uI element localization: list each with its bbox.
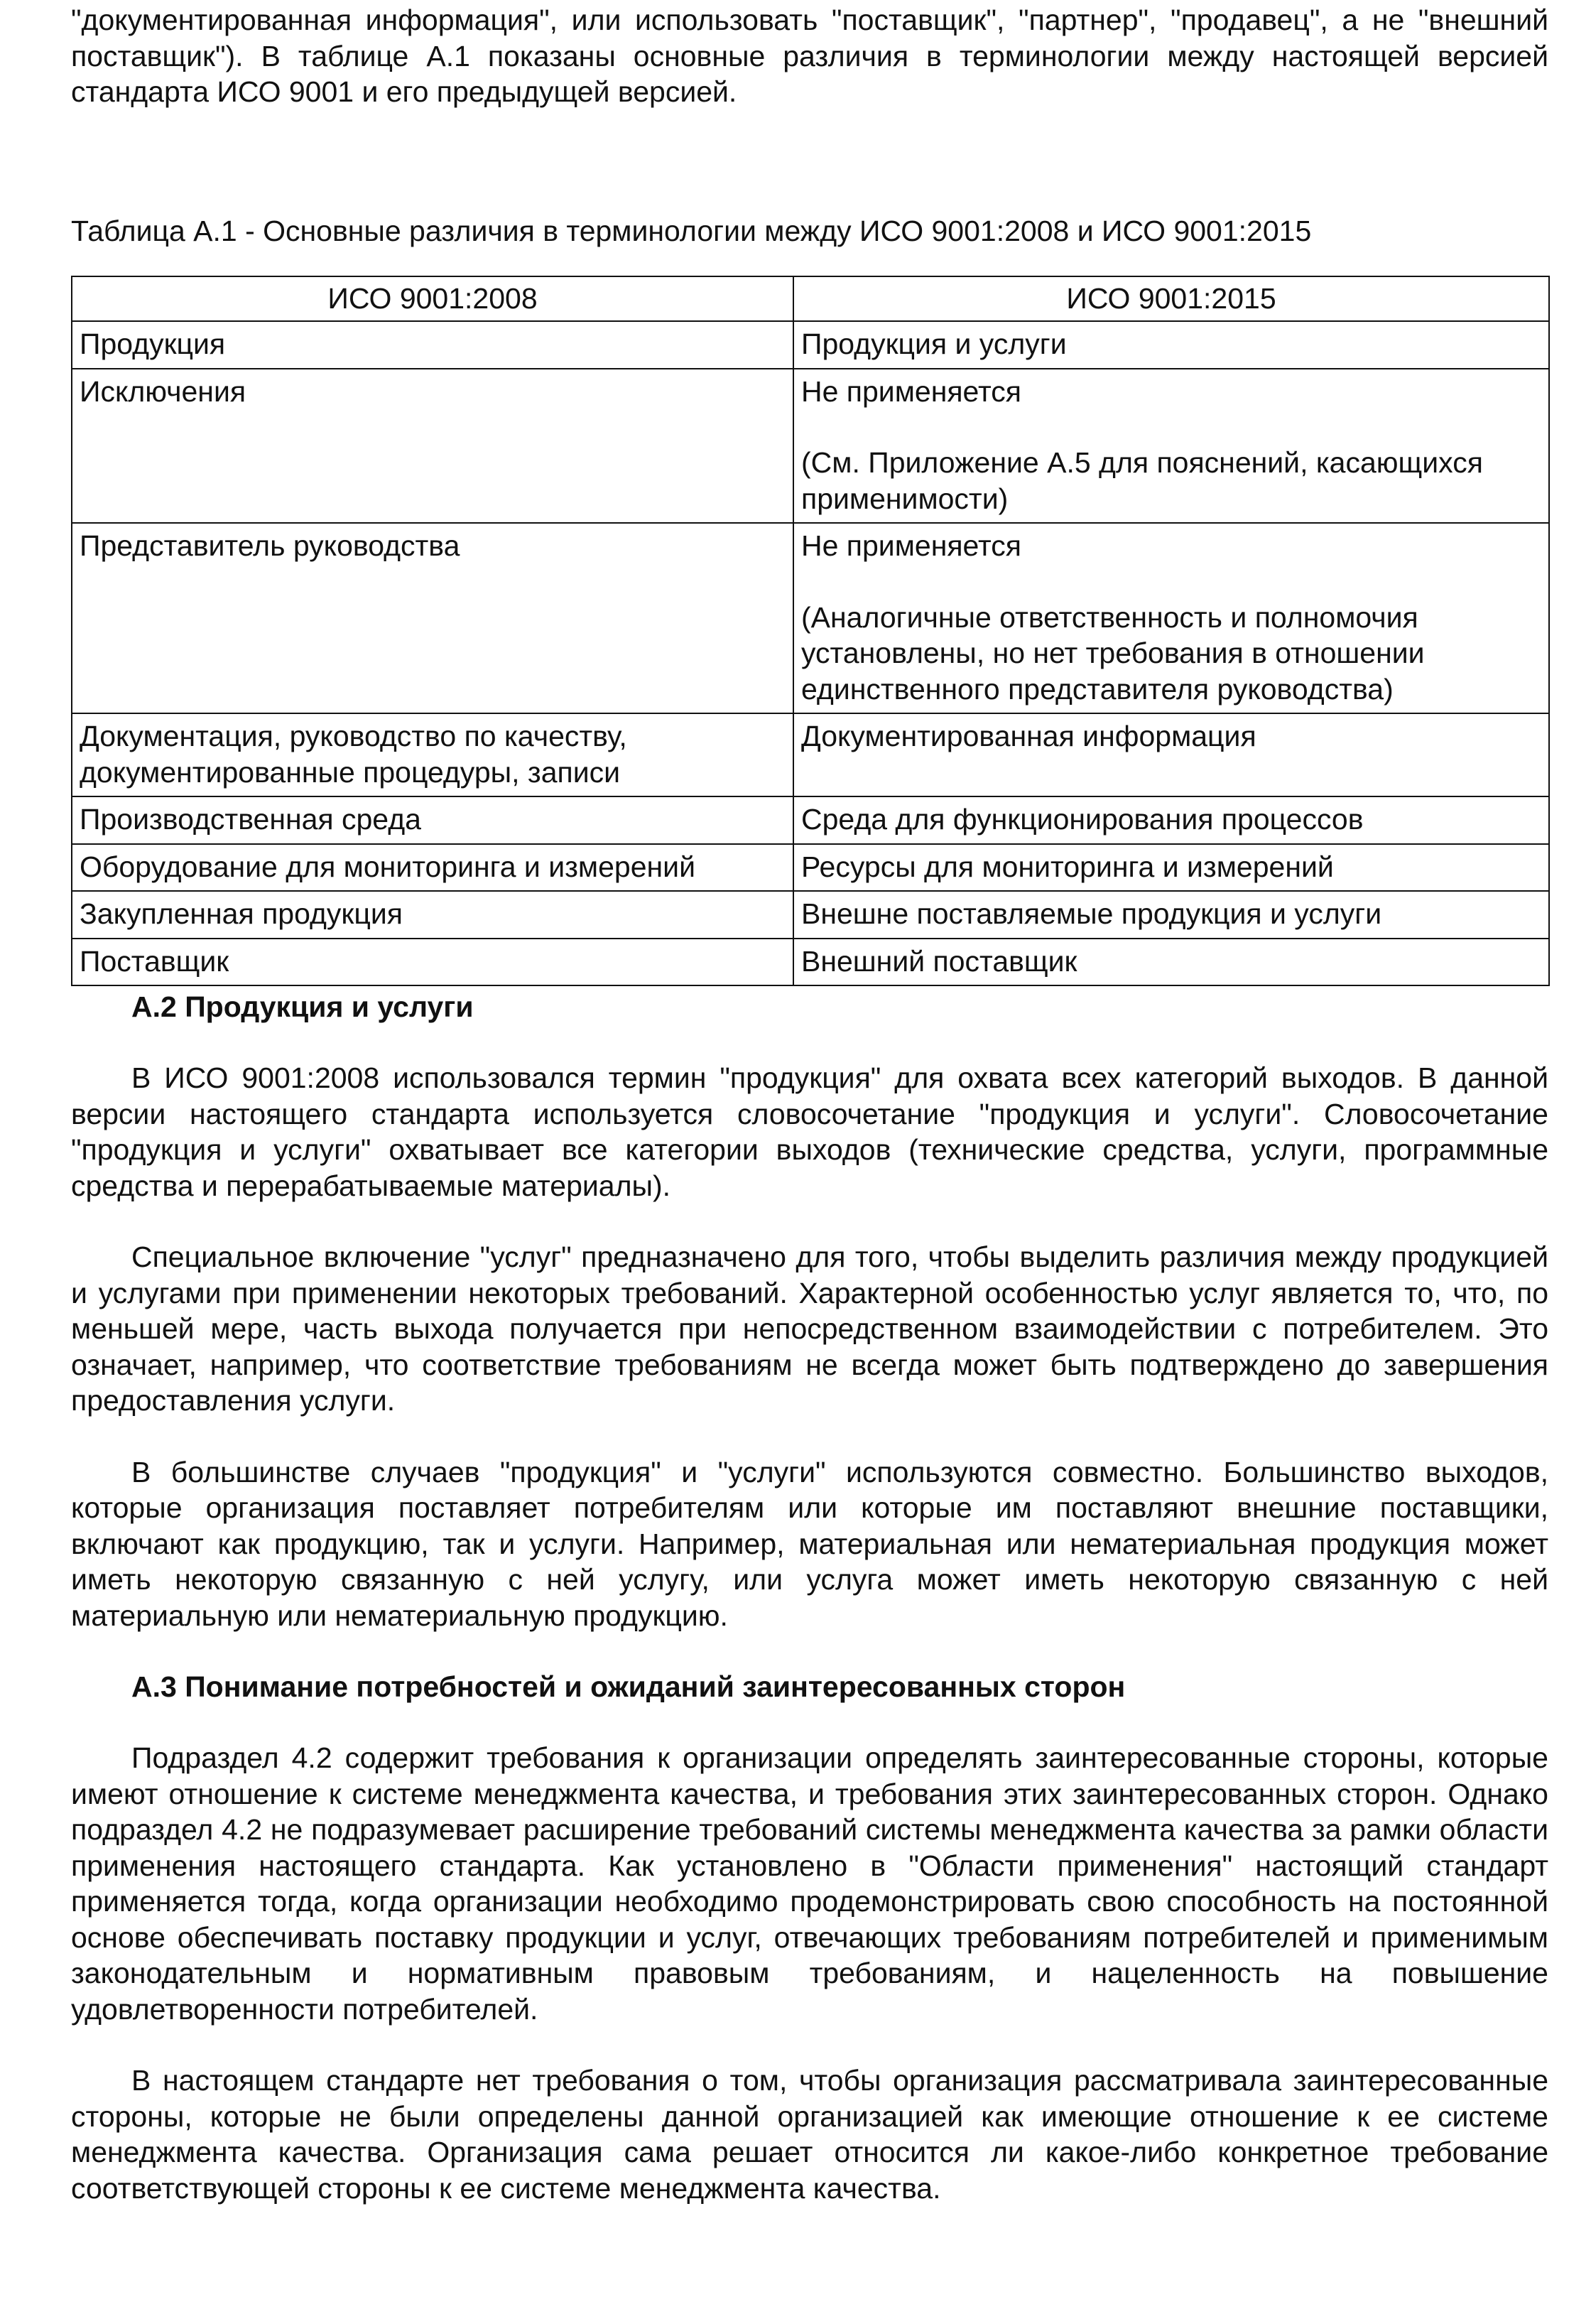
table-cell-new [793,939,1549,986]
section-a2-heading: А.2 Продукция и услуги [131,990,474,1023]
table-cell-old [72,523,793,713]
table-row [72,321,1549,369]
cell-note: (Аналогичные ответственность и полномочия установлены, но нет требования в отношении единственного представителя руководства) [801,600,1425,706]
cell-text: Закупленная продукция [80,897,403,930]
table-row [72,369,1549,524]
cell-text: Документация, руководство по качеству, документированные процедуры, записи [80,720,627,789]
table-header-old-version: ИСО 9001:2008 [72,276,793,322]
cell-text: Производственная среда [80,803,421,836]
cell-text: Ресурсы для мониторинга и измерений [801,850,1334,883]
table-header-new-version: ИСО 9001:2015 [793,276,1549,322]
cell-text: Документированная информация [801,720,1256,752]
cell-text: Не применяется [801,529,1022,562]
table-row [72,713,1549,796]
section-a3-heading: А.3 Понимание потребностей и ожиданий заинтересованных сторон [131,1670,1126,1703]
table-row [72,523,1549,713]
section-a2-paragraph-3: В большинстве случаев "продукция" и "услуги" используются совместно. Большинство выходов, которые организация поставляет потребителям или которые им поставляют внешние поставщики, включают как продукцию, так и услуги. Например, материальная или нематериальная продукция может иметь некоторую связанную с ней услугу, или услуга может иметь некоторую связанную с ней материальную или нематериальную продукцию. [71,1455,1548,1632]
section-a2-paragraph-2: Специальное включение "услуг" предназначено для того, чтобы выделить различия между продукцией и услугами при применении некоторых требований. Характерной особенностью услуг является то, что, по меньшей мере, часть выхода получается при непосредственном взаимодействии с потребителем. Это означает, например, что соответствие требованиям не всегда может быть подтверждено до завершения предоставления услуги. [71,1241,1548,1417]
cell-text: Среда для функционирования процессов [801,803,1364,836]
cell-text: Продукция и услуги [801,328,1067,360]
table-cell-new [793,844,1549,892]
section-a3-paragraph-1: Подраздел 4.2 содержит требования к организации определять заинтересованные стороны, которые имеют отношение к системе менеджмента качества, и требования этих заинтересованных сторон. Однако подраздел 4.2 не подразумевает расширение требований системы менеджмента качества за рамки области применения настоящего стандарта. Как установлено в "Области применения" настоящий стандарт применяется тогда, когда организации необходимо продемонстрировать свою способность на постоянной основе обеспечивать поставку продукции и услуг, отвечающих требованиям потребителей и применимым законодательным и нормативным правовым требованиям, и нацеленность на повышение удовлетворенности потребителей. [71,1741,1548,2026]
table-cell-new [793,369,1549,524]
table-caption: Таблица А.1 - Основные различия в терминологии между ИСО 9001:2008 и ИСО 9001:2015 [71,214,1312,247]
table-cell-new [793,713,1549,796]
table-cell-old [72,844,793,892]
table-cell-old [72,369,793,524]
table-cell-old [72,713,793,796]
table-header-row [72,276,1549,322]
cell-text: Не применяется [801,374,1022,408]
table-row [72,891,1549,939]
table-row [72,939,1549,986]
table-row [72,796,1549,844]
cell-text: Продукция [80,328,226,360]
table-cell-old [72,939,793,986]
table-cell-new [793,523,1549,713]
table-cell-new [793,321,1549,369]
document-page [71,0,1548,2206]
table-row [72,844,1549,892]
cell-text: Внешне поставляемые продукция и услуги [801,897,1382,930]
cell-note: (См. Приложение А.5 для пояснений, касающихся применимости) [801,446,1483,515]
table-cell-new [793,796,1549,844]
section-a2-paragraph-1: В ИСО 9001:2008 использовался термин "продукция" для охвата всех категорий выходов. В данной версии настоящего стандарта используется словосочетание "продукция и услуги". Словосочетание "продукция и услуги" охватывает все категории выходов (технические средства, услуги, программные средства и перерабатываемые материалы). [71,1061,1548,1202]
intro-paragraph: "документированная информация", или использовать "поставщик", "партнер", "продавец", а не "внешний поставщик"). В таблице А.1 показаны основные различия в терминологии между настоящей версией стандарта ИСО 9001 и его предыдущей версией. [71,4,1548,108]
section-a3-paragraph-2: В настоящем стандарте нет требования о том, чтобы организация рассматривала заинтересованные стороны, которые не были определены данной организацией как имеющие отношение к ее системе менеджмента качества. Организация сама решает относится ли какое-либо конкретное требование соответствующей стороны к ее системе менеджмента качества. [71,2064,1548,2205]
cell-text: Оборудование для мониторинга и измерений [80,850,695,883]
cell-text: Внешний поставщик [801,944,1077,978]
table-cell-old [72,891,793,939]
cell-text: Исключения [80,374,246,408]
cell-text: Представитель руководства [80,529,460,562]
table-cell-old [72,796,793,844]
terminology-table [71,276,1550,987]
table-cell-new [793,891,1549,939]
table-cell-old [72,321,793,369]
cell-text: Поставщик [80,944,229,978]
